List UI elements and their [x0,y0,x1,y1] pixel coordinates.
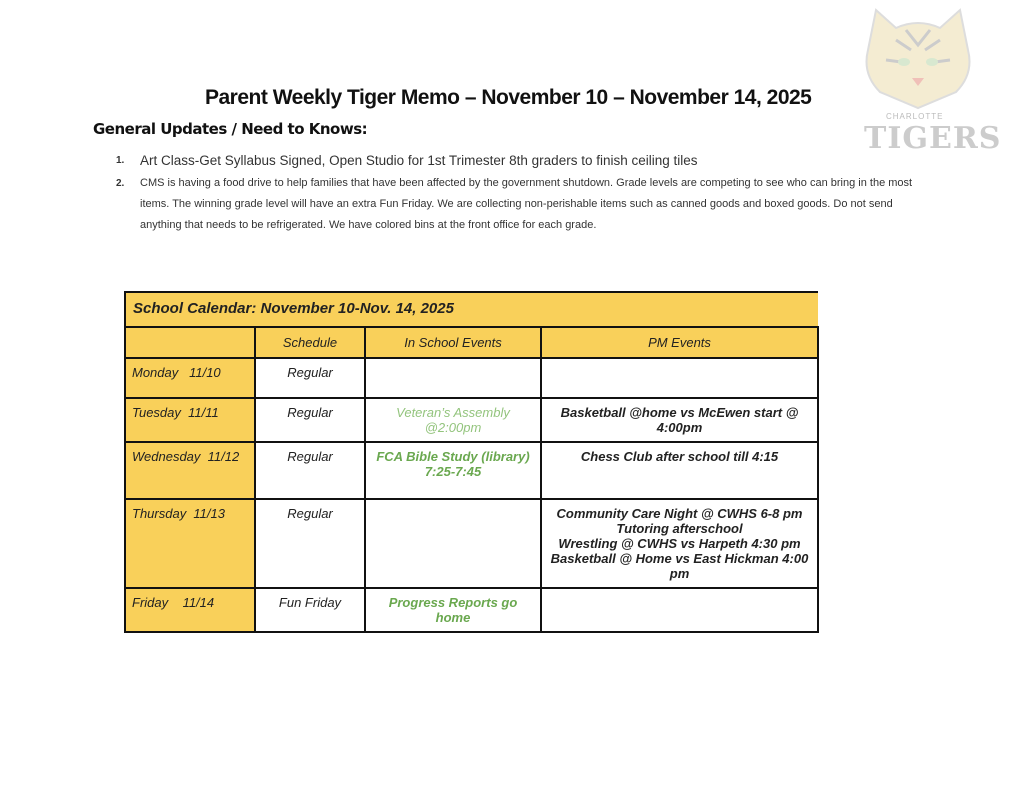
day-cell: Tuesday 11/11 [125,398,255,442]
logo-text: TIGERS [864,121,1002,156]
day-cell: Monday 11/10 [125,358,255,398]
in-school-cell: Veteran’s Assembly @2:00pm [365,398,541,442]
list-number: 2. [116,178,125,189]
day-cell: Thursday 11/13 [125,499,255,588]
in-school-cell [365,499,541,588]
schedule-cell: Regular [255,358,365,398]
logo-text: CHARLOTTE [886,112,944,121]
table-row [125,358,818,398]
list-item [116,150,936,171]
in-school-cell: FCA Bible Study (library) 7:25-7:45 [365,442,541,499]
table-row [125,499,818,588]
memo-title: Parent Weekly Tiger Memo – November 10 – November 14, 2025 [205,86,812,109]
pm-cell: Chess Club after school till 4:15 [541,442,818,499]
header-schedule: Schedule [255,327,365,358]
schedule-cell: Regular [255,499,365,588]
schedule-cell: Regular [255,398,365,442]
list-number: 1. [116,155,125,166]
table-row [125,398,818,442]
calendar-title: School Calendar: November 10-Nov. 14, 2025 [125,292,818,327]
tiger-logo [856,4,1002,160]
table-row [125,442,818,499]
pm-cell: Basketball @home vs McEwen start @ 4:00pm [541,398,818,442]
schedule-cell: Regular [255,442,365,499]
day-cell: Wednesday 11/12 [125,442,255,499]
day-cell: Friday 11/14 [125,588,255,632]
schedule-cell: Fun Friday [255,588,365,632]
pm-cell: Community Care Night @ CWHS 6-8 pm Tutoring afterschool Wrestling @ CWHS vs Harpeth 4:30 pm Basketball @ Home vs East Hickman 4:00 pm [541,499,818,588]
header-blank [125,327,255,358]
in-school-cell: Progress Reports go home [365,588,541,632]
pm-cell [541,588,818,632]
school-calendar-table [124,291,819,633]
in-school-cell [365,358,541,398]
header-pm: PM Events [541,327,818,358]
section-heading: General Updates / Need to Knows: [93,120,368,138]
list-text: Art Class-Get Syllabus Signed, Open Studio for 1st Trimester 8th graders to finish ceiling tiles [140,153,698,168]
header-in-school: In School Events [365,327,541,358]
table-row [125,588,818,632]
list-item [116,173,936,236]
pm-cell [541,358,818,398]
list-text: CMS is having a food drive to help families that have been affected by the government shutdown. Grade levels are competing to see who can bring in the most items. The winning grade level will have an extra Fun Friday. We are collecting non-perishable items such as canned goods and boxed goods. Do not send anything that needs to be refrigerated. We have colored bins at the front office for each grade. [140,177,913,231]
